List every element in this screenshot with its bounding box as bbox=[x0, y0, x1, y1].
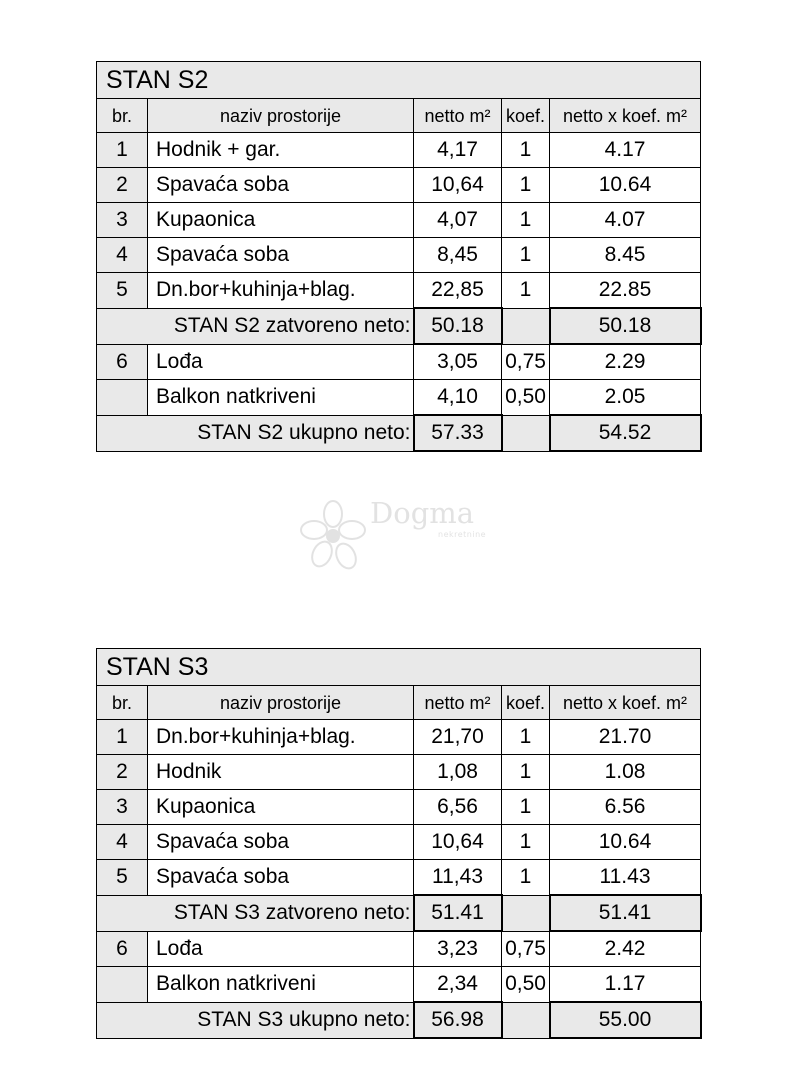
header-br: br. bbox=[97, 686, 148, 720]
cell-netto: 3,05 bbox=[414, 344, 502, 380]
cell-naziv: Balkon natkriveni bbox=[148, 380, 414, 416]
cell-naziv: Spavaća soba bbox=[148, 825, 414, 860]
cell-netto-koef: 11.43 bbox=[550, 860, 701, 896]
room-table-s2 bbox=[96, 61, 702, 452]
total-netto: 57.33 bbox=[414, 415, 502, 451]
table-row bbox=[97, 860, 701, 896]
cell-netto: 10,64 bbox=[414, 168, 502, 203]
cell-netto-koef: 6.56 bbox=[550, 790, 701, 825]
cell-netto: 11,43 bbox=[414, 860, 502, 896]
table-row bbox=[97, 273, 701, 309]
table-row bbox=[97, 720, 701, 755]
cell-br: 3 bbox=[97, 203, 148, 238]
room-table-s3 bbox=[96, 648, 702, 1039]
cell-netto-koef: 4.07 bbox=[550, 203, 701, 238]
cell-netto: 21,70 bbox=[414, 720, 502, 755]
table-title: STAN S2 bbox=[97, 62, 701, 99]
total-netto-koef: 55.00 bbox=[550, 1002, 701, 1038]
cell-br bbox=[97, 967, 148, 1003]
cell-koef: 0,50 bbox=[502, 967, 550, 1003]
table-row bbox=[97, 825, 701, 860]
cell-netto-koef: 21.70 bbox=[550, 720, 701, 755]
closed-total-label: STAN S2 zatvoreno neto: bbox=[97, 308, 414, 344]
cell-br: 6 bbox=[97, 931, 148, 967]
table-row bbox=[97, 344, 701, 380]
cell-netto: 2,34 bbox=[414, 967, 502, 1003]
table-row bbox=[97, 931, 701, 967]
empty-cell bbox=[502, 895, 550, 931]
empty-cell bbox=[502, 1002, 550, 1038]
cell-br: 3 bbox=[97, 790, 148, 825]
closed-total-netto: 51.41 bbox=[414, 895, 502, 931]
cell-naziv: Hodnik + gar. bbox=[148, 133, 414, 168]
cell-koef: 1 bbox=[502, 238, 550, 273]
header-br: br. bbox=[97, 99, 148, 133]
cell-br: 2 bbox=[97, 755, 148, 790]
cell-koef: 1 bbox=[502, 790, 550, 825]
closed-total-netto: 50.18 bbox=[414, 308, 502, 344]
header-netto-koef: netto x koef. m² bbox=[550, 99, 701, 133]
table-row bbox=[97, 380, 701, 416]
cell-netto: 6,56 bbox=[414, 790, 502, 825]
cell-br: 4 bbox=[97, 238, 148, 273]
table-row bbox=[97, 238, 701, 273]
cell-koef: 1 bbox=[502, 273, 550, 309]
cell-netto: 3,23 bbox=[414, 931, 502, 967]
cell-br: 4 bbox=[97, 825, 148, 860]
empty-cell bbox=[502, 308, 550, 344]
table-row bbox=[97, 790, 701, 825]
closed-total-netto-koef: 51.41 bbox=[550, 895, 701, 931]
total-netto-koef: 54.52 bbox=[550, 415, 701, 451]
cell-br bbox=[97, 380, 148, 416]
cell-netto: 22,85 bbox=[414, 273, 502, 309]
cell-naziv: Kupaonica bbox=[148, 203, 414, 238]
cell-netto: 4,17 bbox=[414, 133, 502, 168]
cell-naziv: Spavaća soba bbox=[148, 860, 414, 896]
cell-koef: 1 bbox=[502, 755, 550, 790]
table-row bbox=[97, 133, 701, 168]
cell-netto-koef: 4.17 bbox=[550, 133, 701, 168]
closed-total-netto-koef: 50.18 bbox=[550, 308, 701, 344]
header-naziv: naziv prostorije bbox=[148, 686, 414, 720]
cell-netto-koef: 8.45 bbox=[550, 238, 701, 273]
table-row bbox=[97, 967, 701, 1003]
cell-br: 5 bbox=[97, 273, 148, 309]
header-naziv: naziv prostorije bbox=[148, 99, 414, 133]
table-title: STAN S3 bbox=[97, 649, 701, 686]
cell-koef: 0,75 bbox=[502, 344, 550, 380]
cell-br: 5 bbox=[97, 860, 148, 896]
watermark-subtitle: nekretnine bbox=[438, 530, 487, 539]
total-row bbox=[97, 1002, 701, 1038]
cell-netto-koef: 2.42 bbox=[550, 931, 701, 967]
header-netto-koef: netto x koef. m² bbox=[550, 686, 701, 720]
cell-koef: 0,75 bbox=[502, 931, 550, 967]
watermark-brand: Dogma bbox=[370, 496, 475, 530]
cell-naziv: Hodnik bbox=[148, 755, 414, 790]
cell-naziv: Spavaća soba bbox=[148, 238, 414, 273]
closed-total-row bbox=[97, 308, 701, 344]
cell-koef: 1 bbox=[502, 203, 550, 238]
total-netto: 56.98 bbox=[414, 1002, 502, 1038]
empty-cell bbox=[502, 415, 550, 451]
cell-naziv: Kupaonica bbox=[148, 790, 414, 825]
cell-netto-koef: 2.29 bbox=[550, 344, 701, 380]
dogma-watermark bbox=[296, 496, 526, 578]
total-label: STAN S3 ukupno neto: bbox=[97, 1002, 414, 1038]
cell-netto: 1,08 bbox=[414, 755, 502, 790]
cell-naziv: Dn.bor+kuhinja+blag. bbox=[148, 273, 414, 309]
closed-total-row bbox=[97, 895, 701, 931]
header-koef: koef. bbox=[502, 686, 550, 720]
cell-br: 1 bbox=[97, 133, 148, 168]
cell-netto: 4,07 bbox=[414, 203, 502, 238]
cell-naziv: Dn.bor+kuhinja+blag. bbox=[148, 720, 414, 755]
cell-naziv: Lođa bbox=[148, 931, 414, 967]
total-label: STAN S2 ukupno neto: bbox=[97, 415, 414, 451]
closed-total-label: STAN S3 zatvoreno neto: bbox=[97, 895, 414, 931]
cell-naziv: Balkon natkriveni bbox=[148, 967, 414, 1003]
cell-netto-koef: 1.08 bbox=[550, 755, 701, 790]
cell-netto: 4,10 bbox=[414, 380, 502, 416]
cell-br: 6 bbox=[97, 344, 148, 380]
cell-netto-koef: 10.64 bbox=[550, 825, 701, 860]
total-row bbox=[97, 415, 701, 451]
cell-netto-koef: 10.64 bbox=[550, 168, 701, 203]
cell-br: 1 bbox=[97, 720, 148, 755]
cell-netto-koef: 1.17 bbox=[550, 967, 701, 1003]
cell-netto-koef: 22.85 bbox=[550, 273, 701, 309]
cell-koef: 1 bbox=[502, 825, 550, 860]
header-netto: netto m² bbox=[414, 686, 502, 720]
cell-naziv: Spavaća soba bbox=[148, 168, 414, 203]
cell-netto-koef: 2.05 bbox=[550, 380, 701, 416]
header-koef: koef. bbox=[502, 99, 550, 133]
header-netto: netto m² bbox=[414, 99, 502, 133]
cell-koef: 1 bbox=[502, 168, 550, 203]
cell-netto: 8,45 bbox=[414, 238, 502, 273]
flower-logo-icon bbox=[296, 496, 370, 578]
cell-koef: 1 bbox=[502, 133, 550, 168]
cell-koef: 0,50 bbox=[502, 380, 550, 416]
cell-koef: 1 bbox=[502, 860, 550, 896]
cell-netto: 10,64 bbox=[414, 825, 502, 860]
cell-br: 2 bbox=[97, 168, 148, 203]
cell-naziv: Lođa bbox=[148, 344, 414, 380]
table-row bbox=[97, 203, 701, 238]
table-row bbox=[97, 168, 701, 203]
cell-koef: 1 bbox=[502, 720, 550, 755]
table-row bbox=[97, 755, 701, 790]
